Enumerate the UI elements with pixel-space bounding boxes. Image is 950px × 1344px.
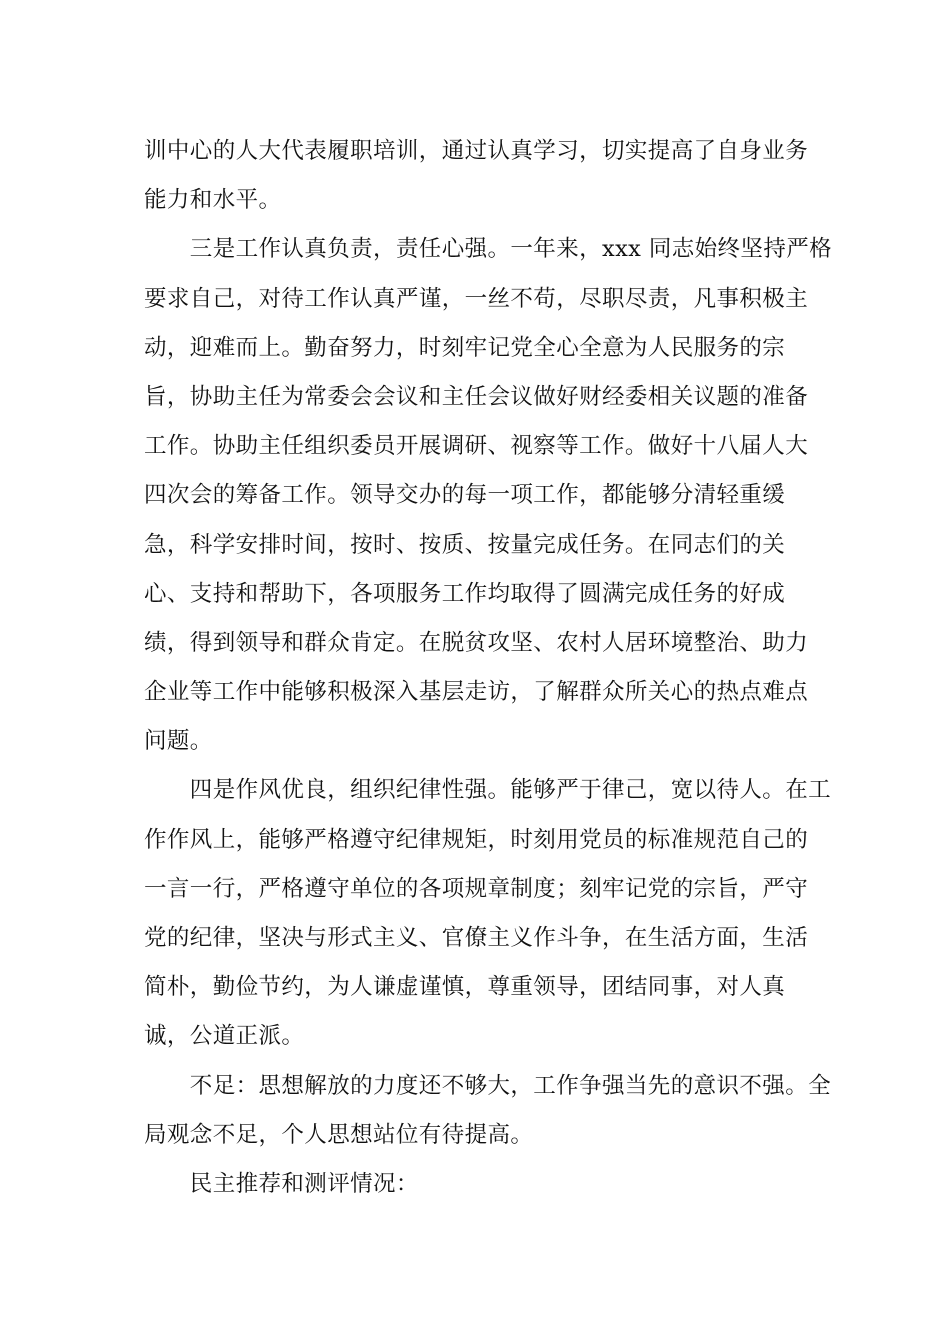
text-line: 旨，协助主任为常委会会议和主任会议做好财经委相关议题的准备 <box>144 383 809 410</box>
text-line: 企业等工作中能够积极深入基层走访，了解群众所关心的热点难点 <box>144 679 809 706</box>
text-line: 作作风上，能够严格遵守纪律规矩，时刻用党员的标准规范自己的 <box>144 826 809 853</box>
text-line: 工作。协助主任组织委员开展调研、视察等工作。做好十八届人大 <box>144 433 809 460</box>
text-line: 四是作风优良，组织纪律性强。能够严于律己，宽以待人。在工 <box>144 777 832 804</box>
text-line: 问题。 <box>144 728 213 755</box>
text-line: 训中心的人大代表履职培训，通过认真学习，切实提高了自身业务 <box>144 138 809 164</box>
text-line: 不足：思想解放的力度还不够大，工作争强当先的意识不强。全 <box>144 1072 832 1099</box>
text-line: 党的纪律，坚决与形式主义、官僚主义作斗争，在生活方面，生活 <box>144 925 809 951</box>
text-line: 要求自己，对待工作认真严谨，一丝不苟，尽职尽责，凡事积极主 <box>144 285 809 312</box>
text-line: 三是工作认真负责，责任心强。一年来，xxx 同志始终坚持严格 <box>144 236 833 263</box>
text-line: 动，迎难而上。勤奋努力，时刻牢记党全心全意为人民服务的宗 <box>144 334 786 361</box>
text-line: 急，科学安排时间，按时、按质、按量完成任务。在同志们的关 <box>144 531 786 558</box>
text-line: 能力和水平。 <box>144 187 282 214</box>
body-text <box>144 127 833 1209</box>
text-line: 绩，得到领导和群众肯定。在脱贫攻坚、农村人居环境整治、助力 <box>144 629 809 656</box>
text-line: 心、支持和帮助下，各项服务工作均取得了圆满完成任务的好成 <box>144 580 786 607</box>
text-line: 一言一行，严格遵守单位的各项规章制度；刻牢记党的宗旨，严守 <box>144 875 809 902</box>
text-line: 四次会的筹备工作。领导交办的每一项工作，都能够分清轻重缓 <box>144 482 786 509</box>
text-line: 简朴，勤俭节约，为人谦虚谨慎，尊重领导，团结同事，对人真 <box>144 974 786 1001</box>
text-line: 诚，公道正派。 <box>144 1023 305 1050</box>
text-line: 局观念不足，个人思想站位有待提高。 <box>144 1121 534 1148</box>
text-line: 民主推荐和测评情况： <box>144 1170 419 1197</box>
